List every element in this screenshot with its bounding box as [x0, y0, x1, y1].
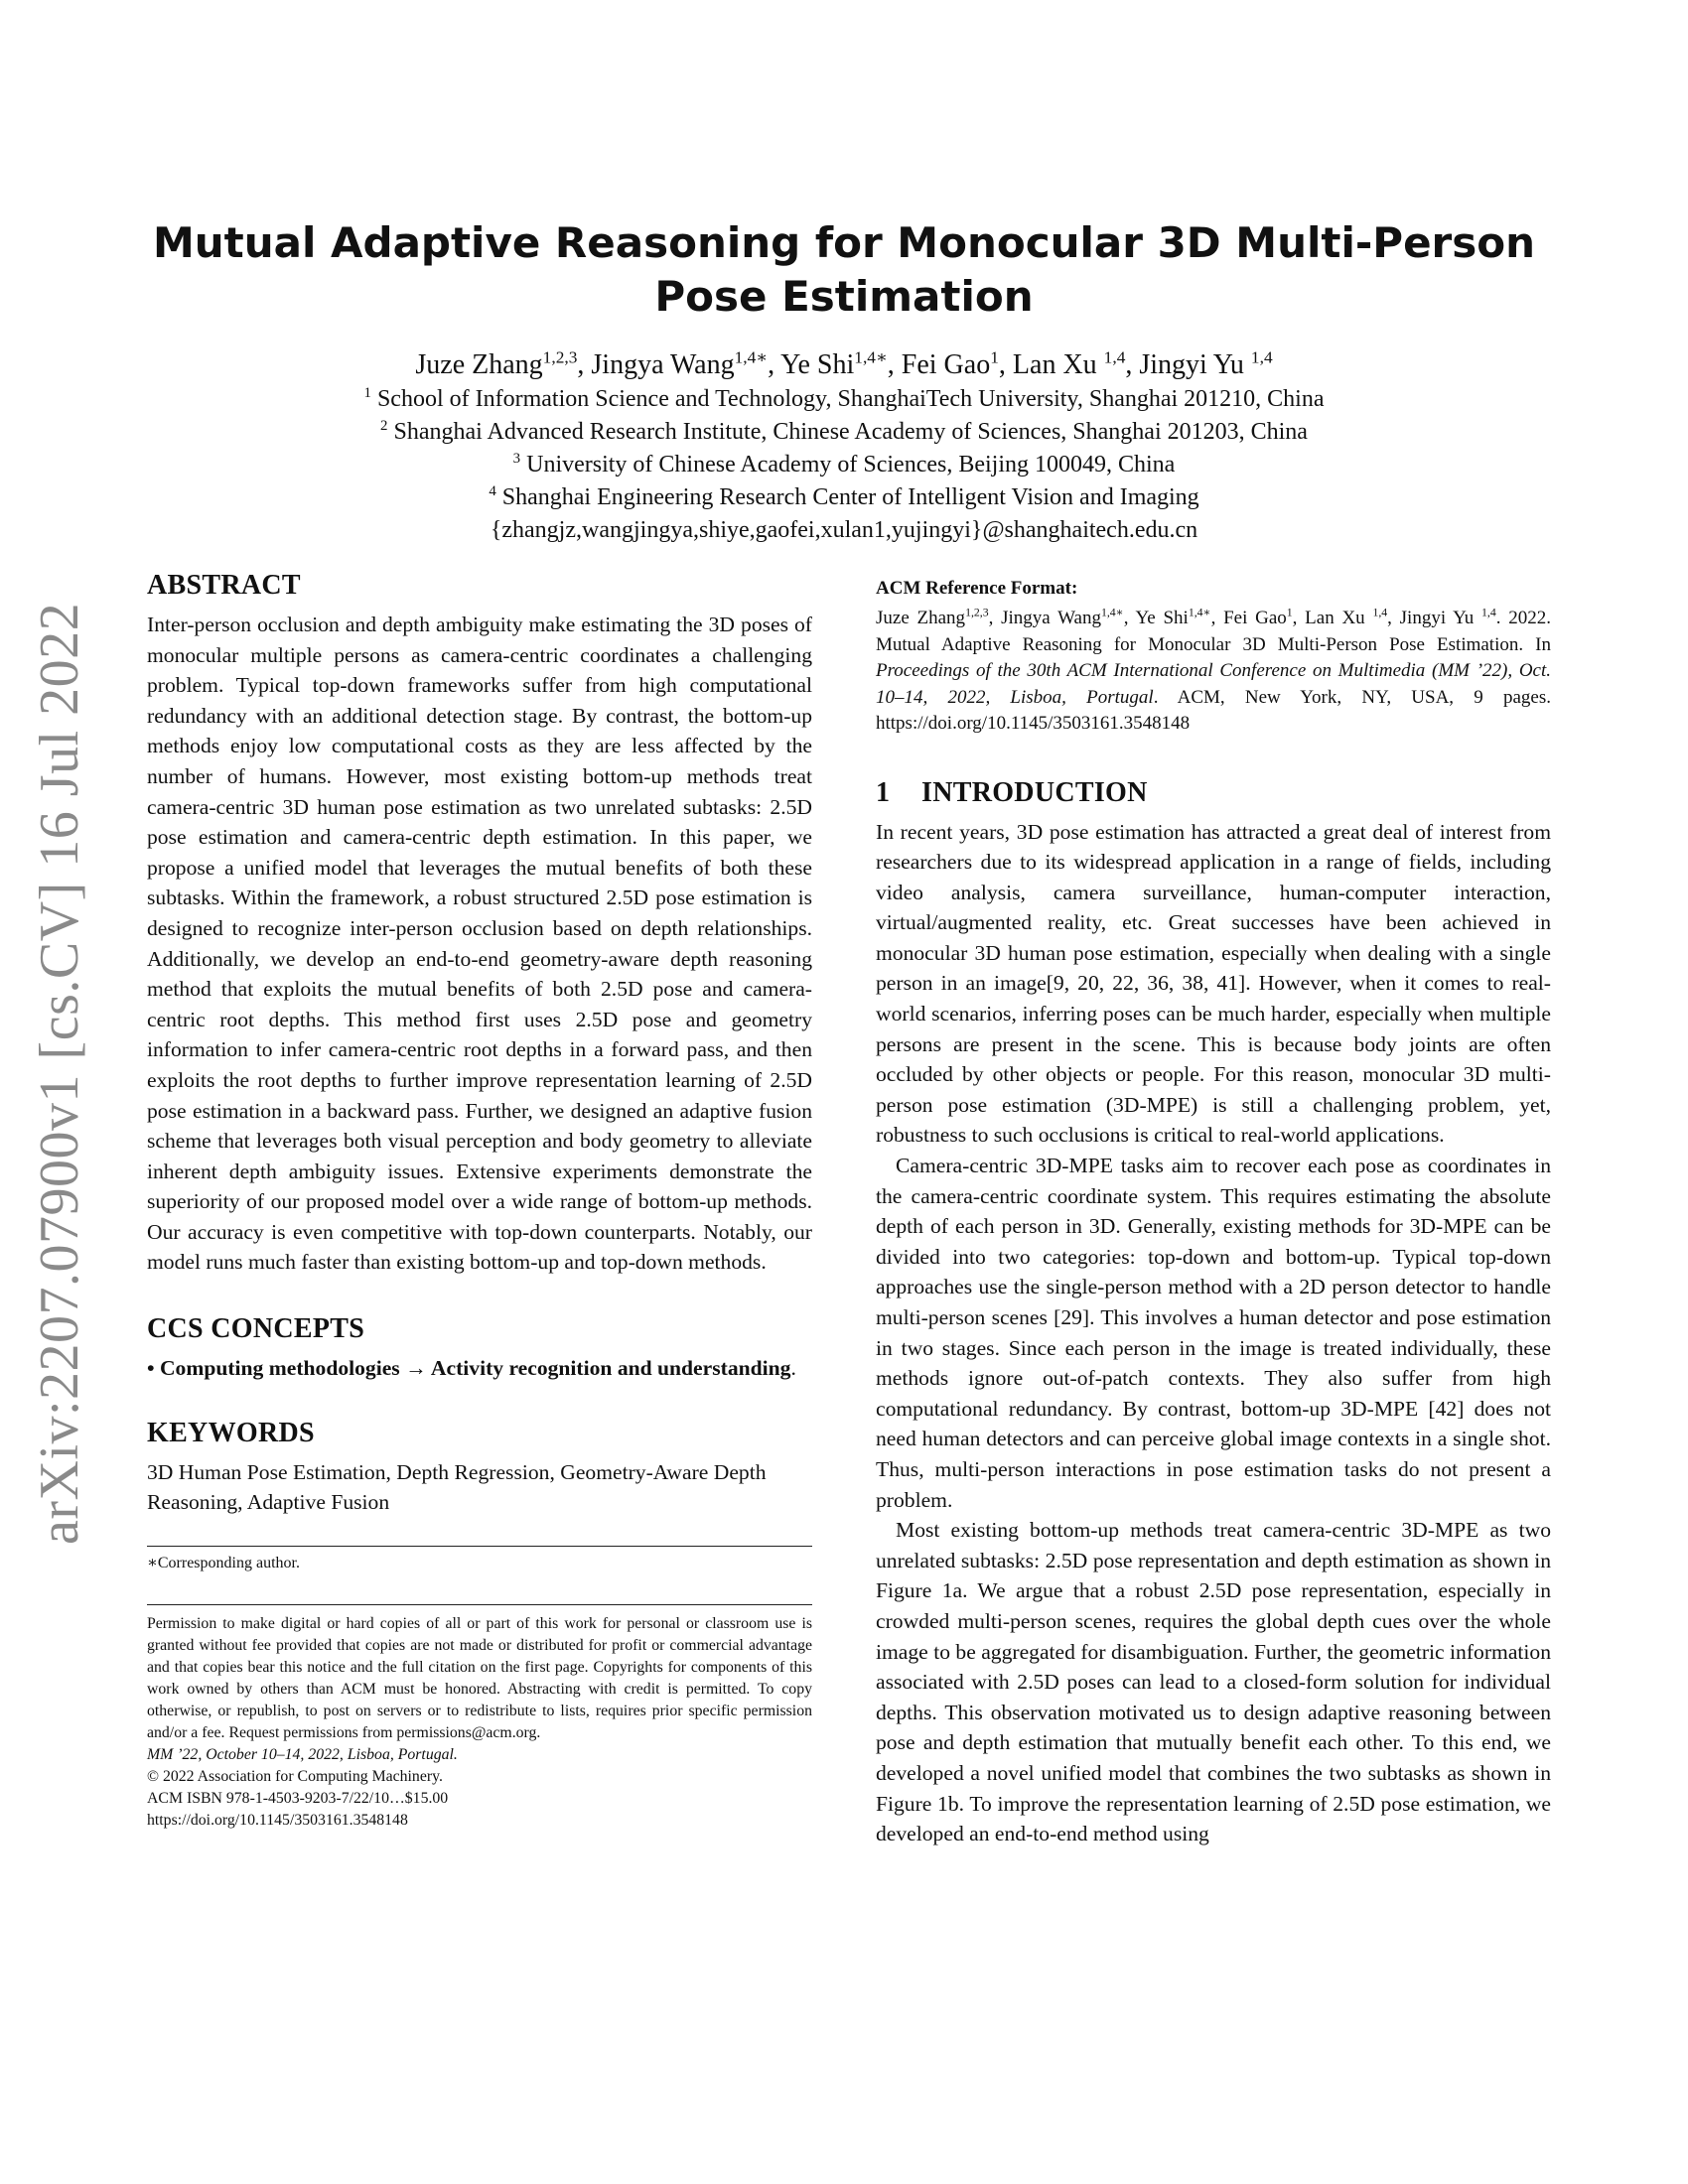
- author-name: Ye Shi: [780, 349, 855, 380]
- affiliation-number: 4: [489, 483, 496, 499]
- ccs-concepts-heading: CCS CONCEPTS: [147, 1313, 365, 1345]
- section-title: INTRODUCTION: [921, 776, 1148, 808]
- ref-citation-body: . 2022. Mutual Adaptive Reasoning for Monocular 3D Multi-Person Pose Estimation. In: [876, 608, 1552, 655]
- author-affil-mark: 1,4∗: [734, 347, 769, 367]
- author-block: [149, 347, 1539, 547]
- author-affil-mark: 1: [990, 347, 999, 367]
- ref-author: , Fei Gao: [1210, 608, 1287, 628]
- arxiv-identifier: arXiv:2207.07900v1 [cs.CV] 16 Jul 2022: [29, 602, 90, 1545]
- intro-paragraph: Most existing bottom-up methods treat camera-centric 3D-MPE as two unrelated subtasks: 2.5D pose representation and depth estimation as shown in Figure 1a. We argue that a robust 2.5D pose representation, especially in crowded multi-person scenes, requires the global depth cues over the whole image to be aggregated for disambiguation. Further, the geometric information associated with 2.5D poses can lead to a closed-form solution for individual depths. This observation motivated us to design adaptive reasoning between pose and depth estimation that mutually benefit each other. To this end, we developed a novel unified model that combines the two subtasks as shown in Figure 1b. To improve the representation learning of 2.5D pose estimation, we developed an end-to-end method using: [876, 1518, 1551, 1846]
- affiliation: [149, 481, 1539, 514]
- ref-citation-tail: . ACM, New York, NY, USA, 9 pages. https://doi.org/10.1145/3503161.3548148: [876, 686, 1551, 734]
- author-affil-mark: 1,4: [1250, 347, 1273, 367]
- ref-affil-mark: 1,4∗: [1100, 606, 1124, 619]
- affiliation: [149, 449, 1539, 481]
- ref-author: , Jingyi Yu: [1387, 608, 1482, 628]
- affiliation-text: Shanghai Advanced Research Institute, Chinese Academy of Sciences, Shanghai 201203, China: [387, 419, 1308, 445]
- affiliation-text: University of Chinese Academy of Sciences, Beijing 100049, China: [520, 452, 1176, 478]
- acm-reference-text: [876, 606, 1551, 738]
- permission-notice: Permission to make digital or hard copies of all or part of this work for personal or classroom use is granted without fee provided that copies are not made or distributed for profit or commercial advantage and that copies bear this notice and the full citation on the first page. Copyrights for components of this work owned by others than ACM must be honored. Abstracting with credit is permitted. To copy otherwise, or republish, to post on servers or to redistribute to lists, requires prior specific permission and/or a fee. Request permissions from permissions@acm.org.: [147, 1614, 812, 1741]
- ref-author: , Ye Shi: [1123, 608, 1189, 628]
- introduction-heading: [876, 775, 1551, 811]
- right-column: [876, 576, 1551, 1849]
- affiliation: [149, 416, 1539, 449]
- ref-author: , Lan Xu: [1292, 608, 1373, 628]
- ref-author: Juze Zhang: [876, 608, 966, 628]
- intro-paragraph: In recent years, 3D pose estimation has attracted a great deal of interest from researchers due to its widespread application in a range of fields, including video analysis, camera surveillance, human-computer interaction, virtual/augmented reality, etc. Great successes have been achieved in monocular 3D human pose estimation, especially when dealing with a single person in an image[9, 20, 22, 36, 38, 41]. However, when it comes to real-world scenarios, inferring poses can be much harder, especially when multiple persons are present in the scene. This is because body joints are often occluded by other objects or people. For this reason, monocular 3D multi-person pose estimation (3D-MPE) is still a challenging problem, yet, robustness to such occlusions is critical to real-world applications.: [876, 819, 1551, 1148]
- section-number: 1: [876, 776, 891, 808]
- ccs-concept-path: • Computing methodologies → Activity recognition and understanding: [147, 1356, 791, 1381]
- ccs-concept-tail: .: [790, 1356, 796, 1381]
- left-column: [147, 568, 812, 1832]
- footnote-divider: [147, 1546, 812, 1547]
- affiliation-number: 3: [512, 451, 521, 467]
- intro-paragraph: Camera-centric 3D-MPE tasks aim to recover each pose as coordinates in the camera-centric coordinate system. This requires estimating the absolute depth of each person in 3D. Generally, existing methods for 3D-MPE can be divided into two categories: top-down and bottom-up. Typical top-down approaches use the single-person method with a 2D person detector to handle multi-person scenes [29]. This involves a human detector and pose estimation in two stages. Since each person in the image is treated individually, these methods ignore out-of-patch contexts. They also suffer from high computational redundancy. By contrast, bottom-up 3D-MPE [42] does not need human detectors and can perceive global image contexts in a single shot. Thus, multi-person interactions in pose estimation tasks do not present a problem.: [876, 1154, 1551, 1512]
- author-name: Lan Xu: [1012, 349, 1104, 380]
- affiliation-text: School of Information Science and Technology, ShanghaiTech University, Shanghai 201210, China: [370, 386, 1325, 412]
- affiliation: [149, 383, 1539, 416]
- author-name: Fei Gao: [901, 349, 991, 380]
- ref-affil-mark: 1,4: [1481, 606, 1496, 619]
- author-name: Jingyi Yu: [1139, 349, 1251, 380]
- ref-affil-mark: 1,4: [1372, 606, 1388, 619]
- author-affil-mark: 1,2,3: [542, 347, 578, 367]
- author-list: Juze Zhang$^{1,2,3}$, Jingya Wang$^{1,4∗}$, Ye Shi$^{1,4∗}$, Fei Gao$^1$, Lan Xu $^{1,4}$, Jingyi Yu $^{1,4}$: [415, 347, 1273, 380]
- paper-title: Mutual Adaptive Reasoning for Monocular 3D Multi-Person Pose Estimation: [152, 218, 1536, 321]
- acm-reference-label: ACM Reference Format:: [876, 578, 1078, 599]
- abstract-text: Inter-person occlusion and depth ambiguity make estimating the 3D poses of monocular multiple persons as camera-centric coordinates a challenging problem. Typical top-down frameworks suffer from high computational redundancy with an additional detection stage. By contrast, the bottom-up methods enjoy low computational costs as they are less affected by the number of humans. However, most existing bottom-up methods treat camera-centric 3D human pose estimation as two unrelated subtasks: 2.5D pose estimation and camera-centric depth estimation. In this paper, we propose a unified model that leverages the mutual benefits of both these subtasks. Within the framework, a robust structured 2.5D pose estimation is designed to recognize inter-person occlusion based on depth relationships. Additionally, we develop an end-to-end geometry-aware depth reasoning method that exploits the mutual benefits of both 2.5D pose and camera-centric root depths. This method first uses 2.5D pose and geometry information to infer camera-centric root depths in a forward pass, and then exploits the root depths to further improve representation learning of 2.5D pose estimation in a backward pass. Further, we designed an adaptive fusion scheme that leverages both visual perception and body geometry to alleviate inherent depth ambiguity issues. Extensive experiments demonstrate the superiority of our proposed model over a wide range of bottom-up methods. Our accuracy is even competitive with top-down counterparts. Notably, our model runs much faster than existing bottom-up and top-down methods.: [147, 613, 812, 1275]
- isbn-line: ACM ISBN 978-1-4503-9203-7/22/10…$15.00: [147, 1789, 449, 1807]
- conference-venue: MM ’22, October 10–14, 2022, Lisboa, Portugal.: [147, 1745, 458, 1763]
- abstract-heading: ABSTRACT: [147, 570, 301, 601]
- ref-proceedings: Proceedings of the 30th ACM International Conference on Multimedia (MM ’22), Oct. 10–14, 2022, Lisboa, Portugal: [876, 660, 1551, 708]
- ref-author: , Jingya Wang: [988, 608, 1101, 628]
- doi-link[interactable]: https://doi.org/10.1145/3503161.3548148: [147, 1811, 408, 1829]
- affiliation-number: 1: [363, 385, 371, 401]
- author-name: Juze Zhang: [415, 349, 543, 380]
- permission-divider: [147, 1604, 812, 1605]
- keywords-heading: KEYWORDS: [147, 1417, 315, 1448]
- ref-affil-mark: 1: [1286, 606, 1293, 619]
- affiliation-text: Shanghai Engineering Research Center of Intelligent Vision and Imaging: [495, 484, 1199, 510]
- author-emails: {zhangjz,wangjingya,shiye,gaofei,xulan1,yujingyi}@shanghaitech.edu.cn: [490, 517, 1198, 543]
- author-affil-mark: 1,4∗: [854, 347, 888, 367]
- corresponding-author-footnote: ∗Corresponding author.: [147, 1554, 300, 1571]
- ccs-concept-entry: [147, 1353, 812, 1384]
- ref-affil-mark: 1,2,3: [965, 606, 989, 619]
- keywords-text: 3D Human Pose Estimation, Depth Regression, Geometry-Aware Depth Reasoning, Adaptive Fusion: [147, 1459, 767, 1515]
- ref-affil-mark: 1,4∗: [1188, 606, 1211, 619]
- author-name: Jingya Wang: [591, 349, 735, 380]
- copyright-line: © 2022 Association for Computing Machinery.: [147, 1767, 443, 1785]
- author-affil-mark: 1,4: [1103, 347, 1126, 367]
- affiliation-number: 2: [380, 418, 388, 434]
